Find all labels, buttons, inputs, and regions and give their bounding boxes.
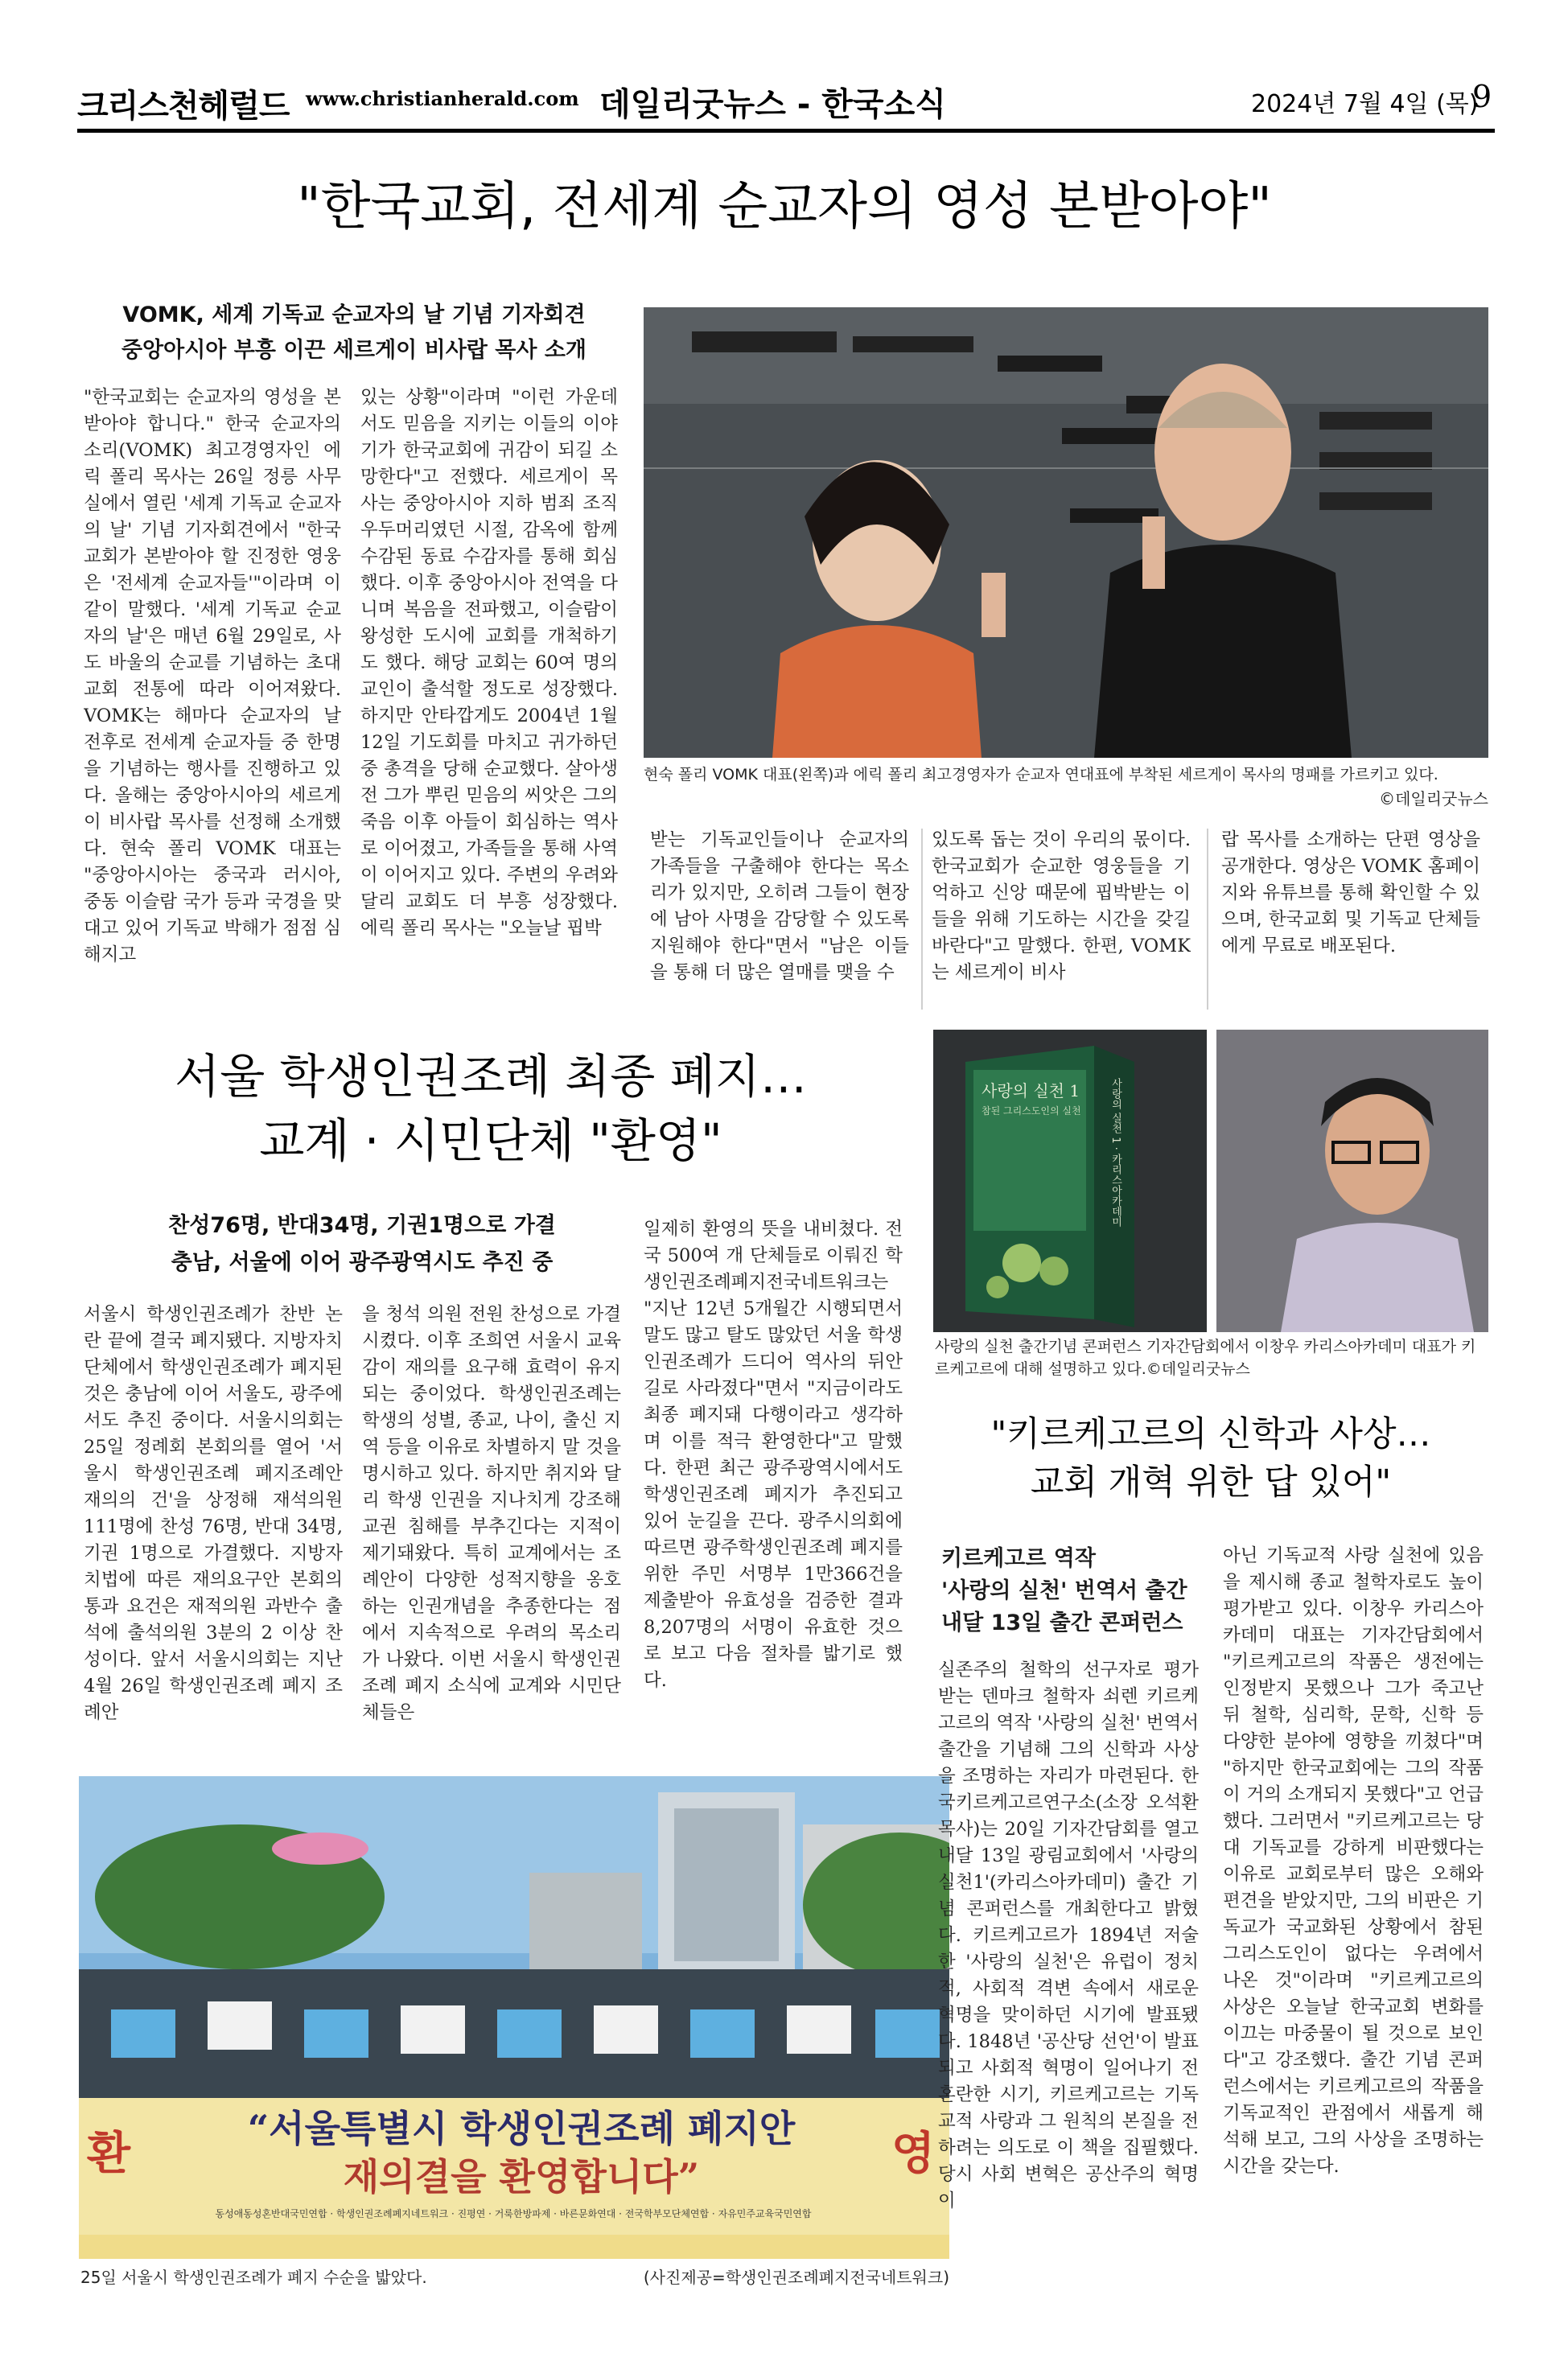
article1-col-5: 랍 목사를 소개하는 단편 영상을 공개한다. 영상은 VOMK 홈페이지와 유튜브를 통해 확인할 수 있으며, 한국교회 및 기독교 단체들에게 무료로 배포된다. xyxy=(1221,829,1480,956)
banner-line-2: 재의결을 환영합니다” xyxy=(343,2155,700,2199)
article1-col-3: 받는 기독교인들이나 순교자의 가족들을 구출해야 한다는 목소리가 있지만, 오히려 그들이 현장에 남아 사명을 감당할 수 있도록 지원해야 한다"면서 "남은 이들을 통해 더 많은 열매를 맺을 수 xyxy=(650,829,909,983)
article1-vrule-1 xyxy=(921,829,923,1010)
article2-headline-1: 서울 학생인권조례 최종 폐지… xyxy=(175,1049,807,1104)
article3-headline-1: "키르케고르의 신학과 사상… xyxy=(990,1414,1431,1454)
banner-sponsors: 동성애동성혼반대국민연합 · 학생인권조례폐지네트워크 · 진평연 · 거룩한방파제 · 바른문화연대 · 전국학부모단체연합 · 자유민주교육국민연합 xyxy=(215,2208,812,2219)
article1-subhead-1: VOMK, 세계 기독교 순교자의 날 기념 기자회견 xyxy=(122,302,586,327)
article1-photo xyxy=(644,307,1488,758)
article1-vrule-2 xyxy=(1207,829,1208,1010)
masthead-url[interactable]: www.christianherald.com xyxy=(306,87,579,110)
book-spine-text: 사랑의 실천 1 · 카리스아카데미 xyxy=(1109,1078,1121,1227)
article2-photo-caption: 25일 서울시 학생인권조례가 폐지 수순을 밟았다. xyxy=(80,2268,427,2287)
article3-subhead-3: 내달 13일 출간 콘퍼런스 xyxy=(941,1610,1183,1635)
article3-headline-2: 교회 개혁 위한 답 있어" xyxy=(1030,1462,1392,1503)
page-number: 9 xyxy=(1472,79,1492,114)
masthead-logo: 크리스천헤럴드 xyxy=(77,88,290,125)
banner-line-1: “서울특별시 학생인권조례 폐지안 xyxy=(247,2107,796,2150)
article3-subhead-2: '사랑의 실천' 번역서 출간 xyxy=(941,1578,1187,1603)
book-cover-photo xyxy=(933,1030,1207,1332)
article2-photo-credit: (사진제공=학생인권조례폐지전국네트워크) xyxy=(643,2268,949,2287)
masthead-rule xyxy=(77,129,1495,133)
article2-col-1: 서울시 학생인권조례가 찬반 논란 끝에 결국 폐지됐다. 지방자치단체에서 학생인권조례가 폐지된 것은 충남에 이어 서울도, 광주에서도 추진 중이다. 서울시의회는 25일 정례회 본회의를 열어 '서울시 학생인권조례 폐지조례안 재의의 건'을 상정해 재석의원 111명에 찬성 76명, 반대 34명, 기권 1명으로 가결했다. 지방자치법에 따른 재의요구안 본회의 통과 요건은 재적의원 과반수 출석에 출석의원 3분의 2 이상 찬성이다. 앞서 서울시의회는 지난 4월 26일 학생인권조례 폐지 조례안 xyxy=(84,1304,343,1723)
book-cover-illustration xyxy=(933,1030,1207,1332)
book-subtitle: 참된 그리스도인의 실천 xyxy=(982,1105,1081,1117)
article1-photo-credit: ©데일리굿뉴스 xyxy=(1379,789,1488,808)
article3-col-2: 아닌 기독교적 사랑 실천에 있음을 제시해 종교 철학자로도 높이 평가받고 있다. 이창우 카리스아카데미 대표는 기자간담회에서 "키르케고르의 작품은 생전에는 인정받지 못했으나 그가 죽고난 뒤 철학, 심리학, 문학, 신학 등 다양한 분야에 영향을 끼쳤다"며 "하지만 한국교회에는 그의 작품이 거의 소개되지 못했다"고 언급했다. 그러면서 "키르케고르는 당대 기독교를 강하게 비판했다는 이유로 교회로부터 많은 오해와 편견을 받았지만, 그의 비판은 기독교가 국교화된 상황에서 참된 그리스도인이 없다는 우려에서 나온 것"이라며 "키르케고르의 사상은 오늘날 한국교회 변화를 이끄는 마중물이 될 것으로 보인다"고 강조했다. 출간 기념 콘퍼런스에서는 키르케고르의 작품을 기독교적인 관점에서 새롭게 해석해 보고, 그의 사상을 조명하는 시간을 갖는다. xyxy=(1223,1545,1484,2177)
book-title: 사랑의 실천 1 xyxy=(982,1081,1080,1100)
banner-left-char: 환 xyxy=(87,2128,131,2180)
article2-col-2: 을 청석 의원 전원 찬성으로 가결시켰다. 이후 조희연 서울시 교육감이 재의를 요구해 효력이 유지되는 중이었다. 학생인권조례는 학생의 성별, 종교, 나이, 출신 지역 등을 이유로 차별하지 말 것을 명시하고 있다. 하지만 취지와 달리 학생 인권을 지나치게 강조해 교권 침해를 부추긴다는 지적이 제기돼왔다. 특히 교계에서는 조례안이 다양한 성적지향을 옹호하는 인권개념을 추종한다는 점에서 지속적으로 우려의 목소리가 나왔다. 이번 서울시 학생인권조례 폐지 소식에 교계와 시민단체들은 xyxy=(362,1304,621,1723)
article3-col-1: 실존주의 철학의 선구자로 평가받는 덴마크 철학자 쇠렌 키르케고르의 역작 '사랑의 실천' 번역서 출간을 기념해 그의 신학과 사상을 조명하는 자리가 마련된다. 한국키르케고르연구소(소장 오석환 목사)는 20일 기자간담회를 열고 내달 13일 광림교회에서 '사랑의 실천1'(카리스아카데미) 출간 기념 콘퍼런스를 개최한다고 밝혔다. 키르케고르가 1894년 저술한 '사랑의 실천'은 유럽이 정치적, 사회적 격변 속에서 새로운 혁명을 맞이하던 시기에 발표됐다. 1848년 '공산당 선언'이 발표되고 사회적 혁명이 일어나기 전 혼란한 시기, 키르케고르는 기독교적 사랑과 그 원칙의 본질을 전하려는 의도로 이 책을 집필했다. 당시 사회 변혁은 공산주의 혁명이 xyxy=(938,1660,1199,2211)
article2-photo xyxy=(79,1776,949,2259)
article3-photo-caption: 사랑의 실천 출간기념 콘퍼런스 기자간담회에서 이창우 카리스아카데미 대표가 키르케고르에 대해 설명하고 있다.©데일리굿뉴스 xyxy=(935,1338,1476,1378)
banner-right-char: 영 xyxy=(891,2128,936,2180)
article2-subhead-2: 충남, 서울에 이어 광주광역시도 추진 중 xyxy=(171,1250,554,1275)
article1-subhead-2: 중앙아시아 부흥 이끈 세르게이 비사랍 목사 소개 xyxy=(121,338,587,363)
article2-subhead-1: 찬성76명, 반대34명, 기권1명으로 가결 xyxy=(168,1213,556,1238)
speaker-photo xyxy=(1216,1030,1488,1332)
issue-date: 2024년 7월 4일 (목) xyxy=(1251,90,1479,118)
article2-headline-2: 교계 · 시민단체 "환영" xyxy=(259,1113,722,1168)
article1-photo-caption: 현숙 폴리 VOMK 대표(왼쪽)과 에릭 폴리 최고경영자가 순교자 연대표에 부착된 세르게이 목사의 명패를 가르키고 있다. xyxy=(644,766,1438,784)
section-title: 데일리굿뉴스 - 한국소식 xyxy=(599,86,946,123)
article1-col-2: 있는 상황"이라며 "이런 가운데서도 믿음을 지키는 이들의 이야기가 한국교회에 귀감이 되길 소망한다"고 전했다. 세르게이 목사는 중앙아시아 지하 범죄 조직 우두머리였던 시절, 감옥에 함께 수감된 동료 수감자를 통해 회심했다. 이후 중앙아시아 전역을 다니며 복음을 전파했고, 이슬람이 왕성한 도시에 교회를 개척하기도 했다. 해당 교회는 60여 명의 교인이 출석할 정도로 성장했다. 하지만 안타깝게도 2004년 1월 12일 기도회를 마치고 귀가하던 중 총격을 당해 순교했다. 살아생전 그가 뿌린 믿음의 씨앗은 그의 죽음 이후 아들이 회심하는 역사로 이어졌고, 가족들을 통해 사역이 이어지고 있다. 주변의 우려와 달리 교회도 더 부흥 성장했다. 에릭 폴리 목사는 "오늘날 핍박 xyxy=(360,387,618,939)
article1-col-4: 있도록 돕는 것이 우리의 몫이다. 한국교회가 순교한 영웅들을 기억하고 신앙 때문에 핍박받는 이들을 위해 기도하는 시간을 갖길 바란다"고 말했다. 한편, VOMK는 세르게이 비사 xyxy=(932,829,1191,983)
article3-subhead-1: 키르케고르 역작 xyxy=(941,1546,1096,1571)
article1-col-1: "한국교회는 순교자의 영성을 본받아야 합니다." 한국 순교자의소리(VOMK) 최고경영자인 에릭 폴리 목사는 26일 정릉 사무실에서 열린 '세계 기독교 순교자의 날' 기념 기자회견에서 "한국교회가 본받아야 할 진정한 영웅은 '전세계 순교자들'"이라며 이같이 말했다. '세계 기독교 순교자의 날'은 매년 6월 29일로, 사도 바울의 순교를 기념하는 초대교회 전통에 따라 이어져왔다. VOMK는 해마다 순교자의 날 전후로 전세계 순교자들 중 한명을 기념하는 행사를 진행하고 있다. 올해는 중앙아시아의 세르게이 비사랍 목사를 선정해 소개했다. 현숙 폴리 VOMK 대표는 "중앙아시아는 중국과 러시아, 중동 이슬람 국가 등과 국경을 맞대고 있어 기독교 박해가 점점 심해지고 xyxy=(84,387,341,965)
article1-headline: "한국교회, 전세계 순교자의 영성 본받아야" xyxy=(297,177,1272,237)
article1-photo-illustration xyxy=(644,307,1488,758)
speaker-photo-illustration xyxy=(1216,1030,1488,1332)
article2-col-3: 일제히 환영의 뜻을 내비쳤다. 전국 500여 개 단체들로 이뤄진 학생인권조례폐지전국네트워크는 "지난 12년 5개월간 시행되면서 말도 많고 탈도 많았던 서울 학생인권조례가 드디어 역사의 뒤안길로 사라졌다"면서 "지금이라도 최종 폐지돼 다행이라고 생각하며 이를 적극 환영한다"고 말했다. 한편 최근 광주광역시에서도 학생인권조례 폐지가 추진되고 있어 눈길을 끈다. 광주시의회에 따르면 광주학생인권조례 폐지를 위한 주민 서명부 1만366건을 제출받아 유효성을 검증한 결과 8,207명의 서명이 유효한 것으로 보고 다음 절차를 밟기로 했다. xyxy=(644,1219,903,1691)
